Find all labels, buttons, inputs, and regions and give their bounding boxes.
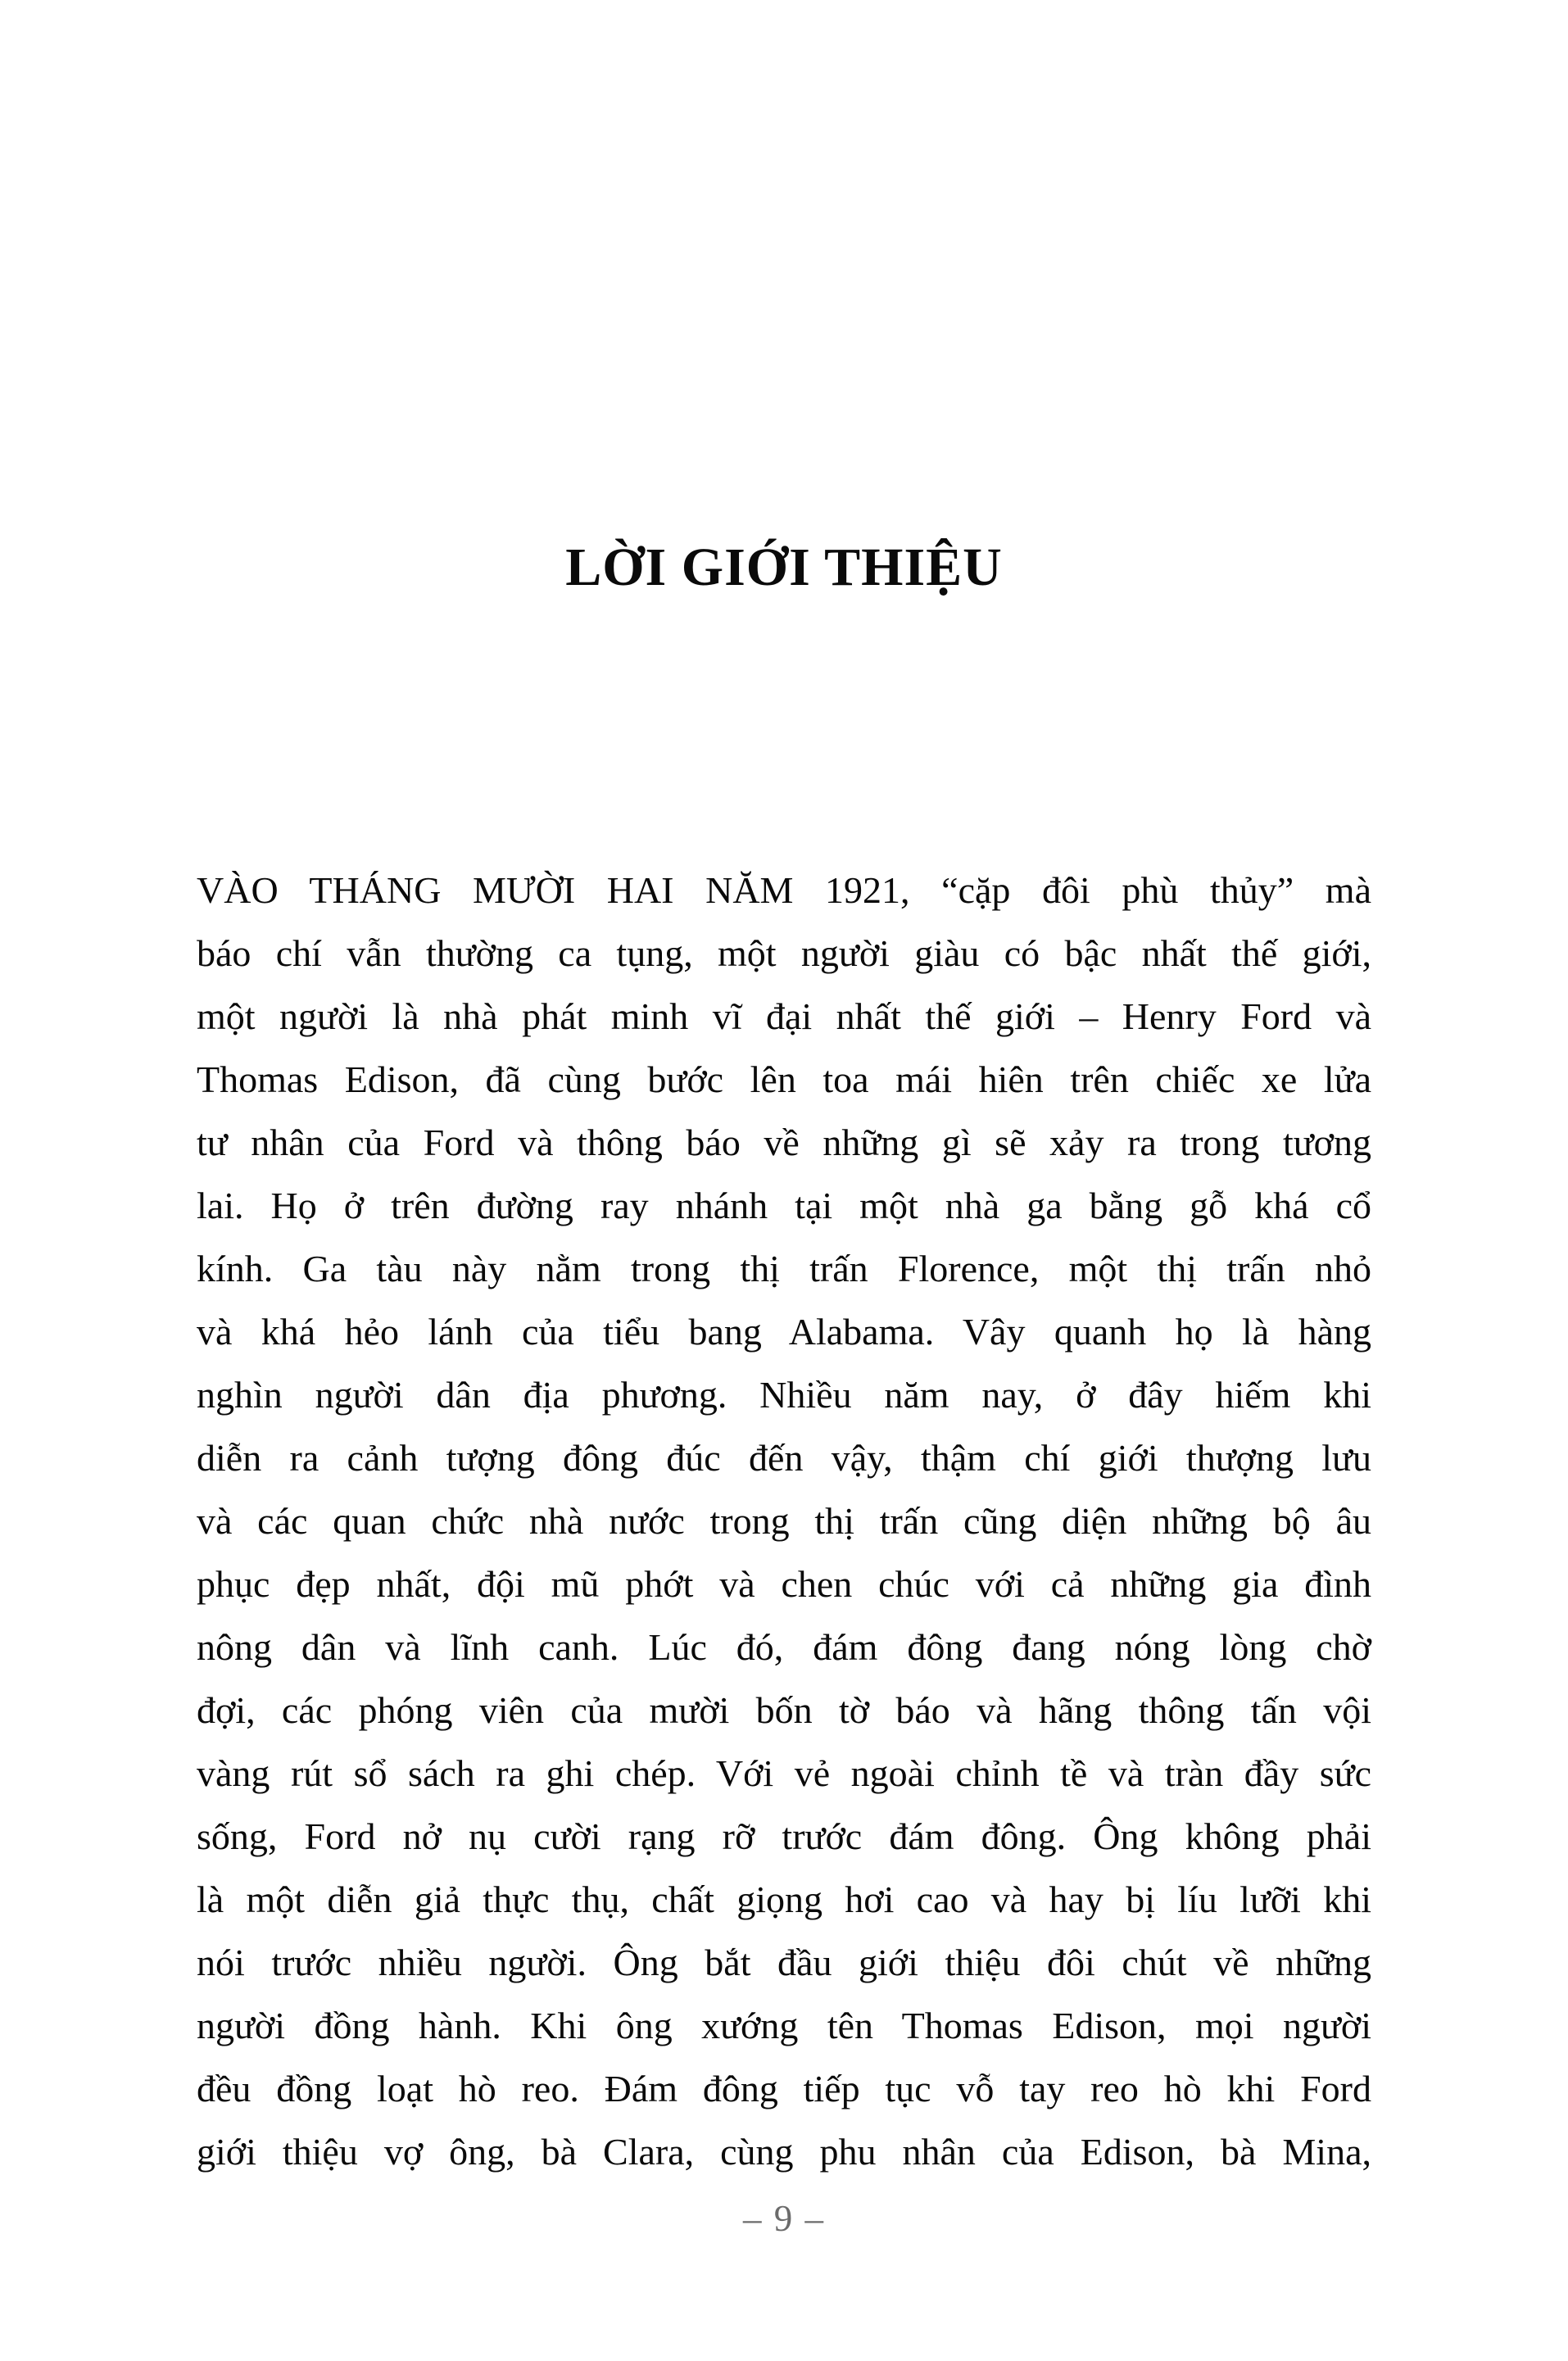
text-line: vàng rút sổ sách ra ghi chép. Với vẻ ngoài chỉnh tề và tràn đầy sức [197,1752,1371,1794]
text-line: tư nhân của Ford và thông báo về những gì sẽ xảy ra trong tương [197,1122,1371,1163]
text-line: báo chí vẫn thường ca tụng, một người giàu có bậc nhất thế giới, [197,932,1371,974]
text-line: là một diễn giả thực thụ, chất giọng hơi cao và hay bị líu lưỡi khi [197,1878,1371,1920]
page-number: – 9 – [743,2198,825,2239]
text-line: và khá hẻo lánh của tiểu bang Alabama. Vây quanh họ là hàng [197,1311,1371,1353]
text-line: kính. Ga tàu này nằm trong thị trấn Florence, một thị trấn nhỏ [197,1248,1371,1289]
text-line: nghìn người dân địa phương. Nhiều năm nay, ở đây hiếm khi [197,1374,1371,1416]
text-line: VÀO THÁNG MƯỜI HAI NĂM 1921, “cặp đôi phù thủy” mà [197,869,1371,911]
text-line: một người là nhà phát minh vĩ đại nhất thế giới – Henry Ford và [197,995,1371,1037]
text-line: Thomas Edison, đã cùng bước lên toa mái hiên trên chiếc xe lửa [197,1058,1371,1100]
text-line: nông dân và lĩnh canh. Lúc đó, đám đông đang nóng lòng chờ [197,1626,1371,1668]
text-line: và các quan chức nhà nước trong thị trấn cũng diện những bộ âu [197,1500,1371,1542]
text-line: phục đẹp nhất, đội mũ phớt và chen chúc với cả những gia đình [197,1563,1371,1605]
text-line: đều đồng loạt hò reo. Đám đông tiếp tục vỗ tay reo hò khi Ford [197,2068,1371,2109]
paragraph [197,859,1371,2183]
chapter-title: LỜI GIỚI THIỆU [565,537,1003,597]
text-line: lai. Họ ở trên đường ray nhánh tại một nhà ga bằng gỗ khá cổ [197,1185,1371,1226]
text-line: nói trước nhiều người. Ông bắt đầu giới thiệu đôi chút về những [197,1942,1371,1983]
text-line: người đồng hành. Khi ông xướng tên Thomas Edison, mọi người [197,2005,1371,2046]
text-line: đợi, các phóng viên của mười bốn tờ báo và hãng thông tấn vội [197,1689,1371,1731]
text-line: giới thiệu vợ ông, bà Clara, cùng phu nhân của Edison, bà Mina, [197,2131,1371,2173]
text-line: sống, Ford nở nụ cười rạng rỡ trước đám đông. Ông không phải [197,1815,1371,1857]
text-line: diễn ra cảnh tượng đông đúc đến vậy, thậm chí giới thượng lưu [197,1437,1371,1479]
